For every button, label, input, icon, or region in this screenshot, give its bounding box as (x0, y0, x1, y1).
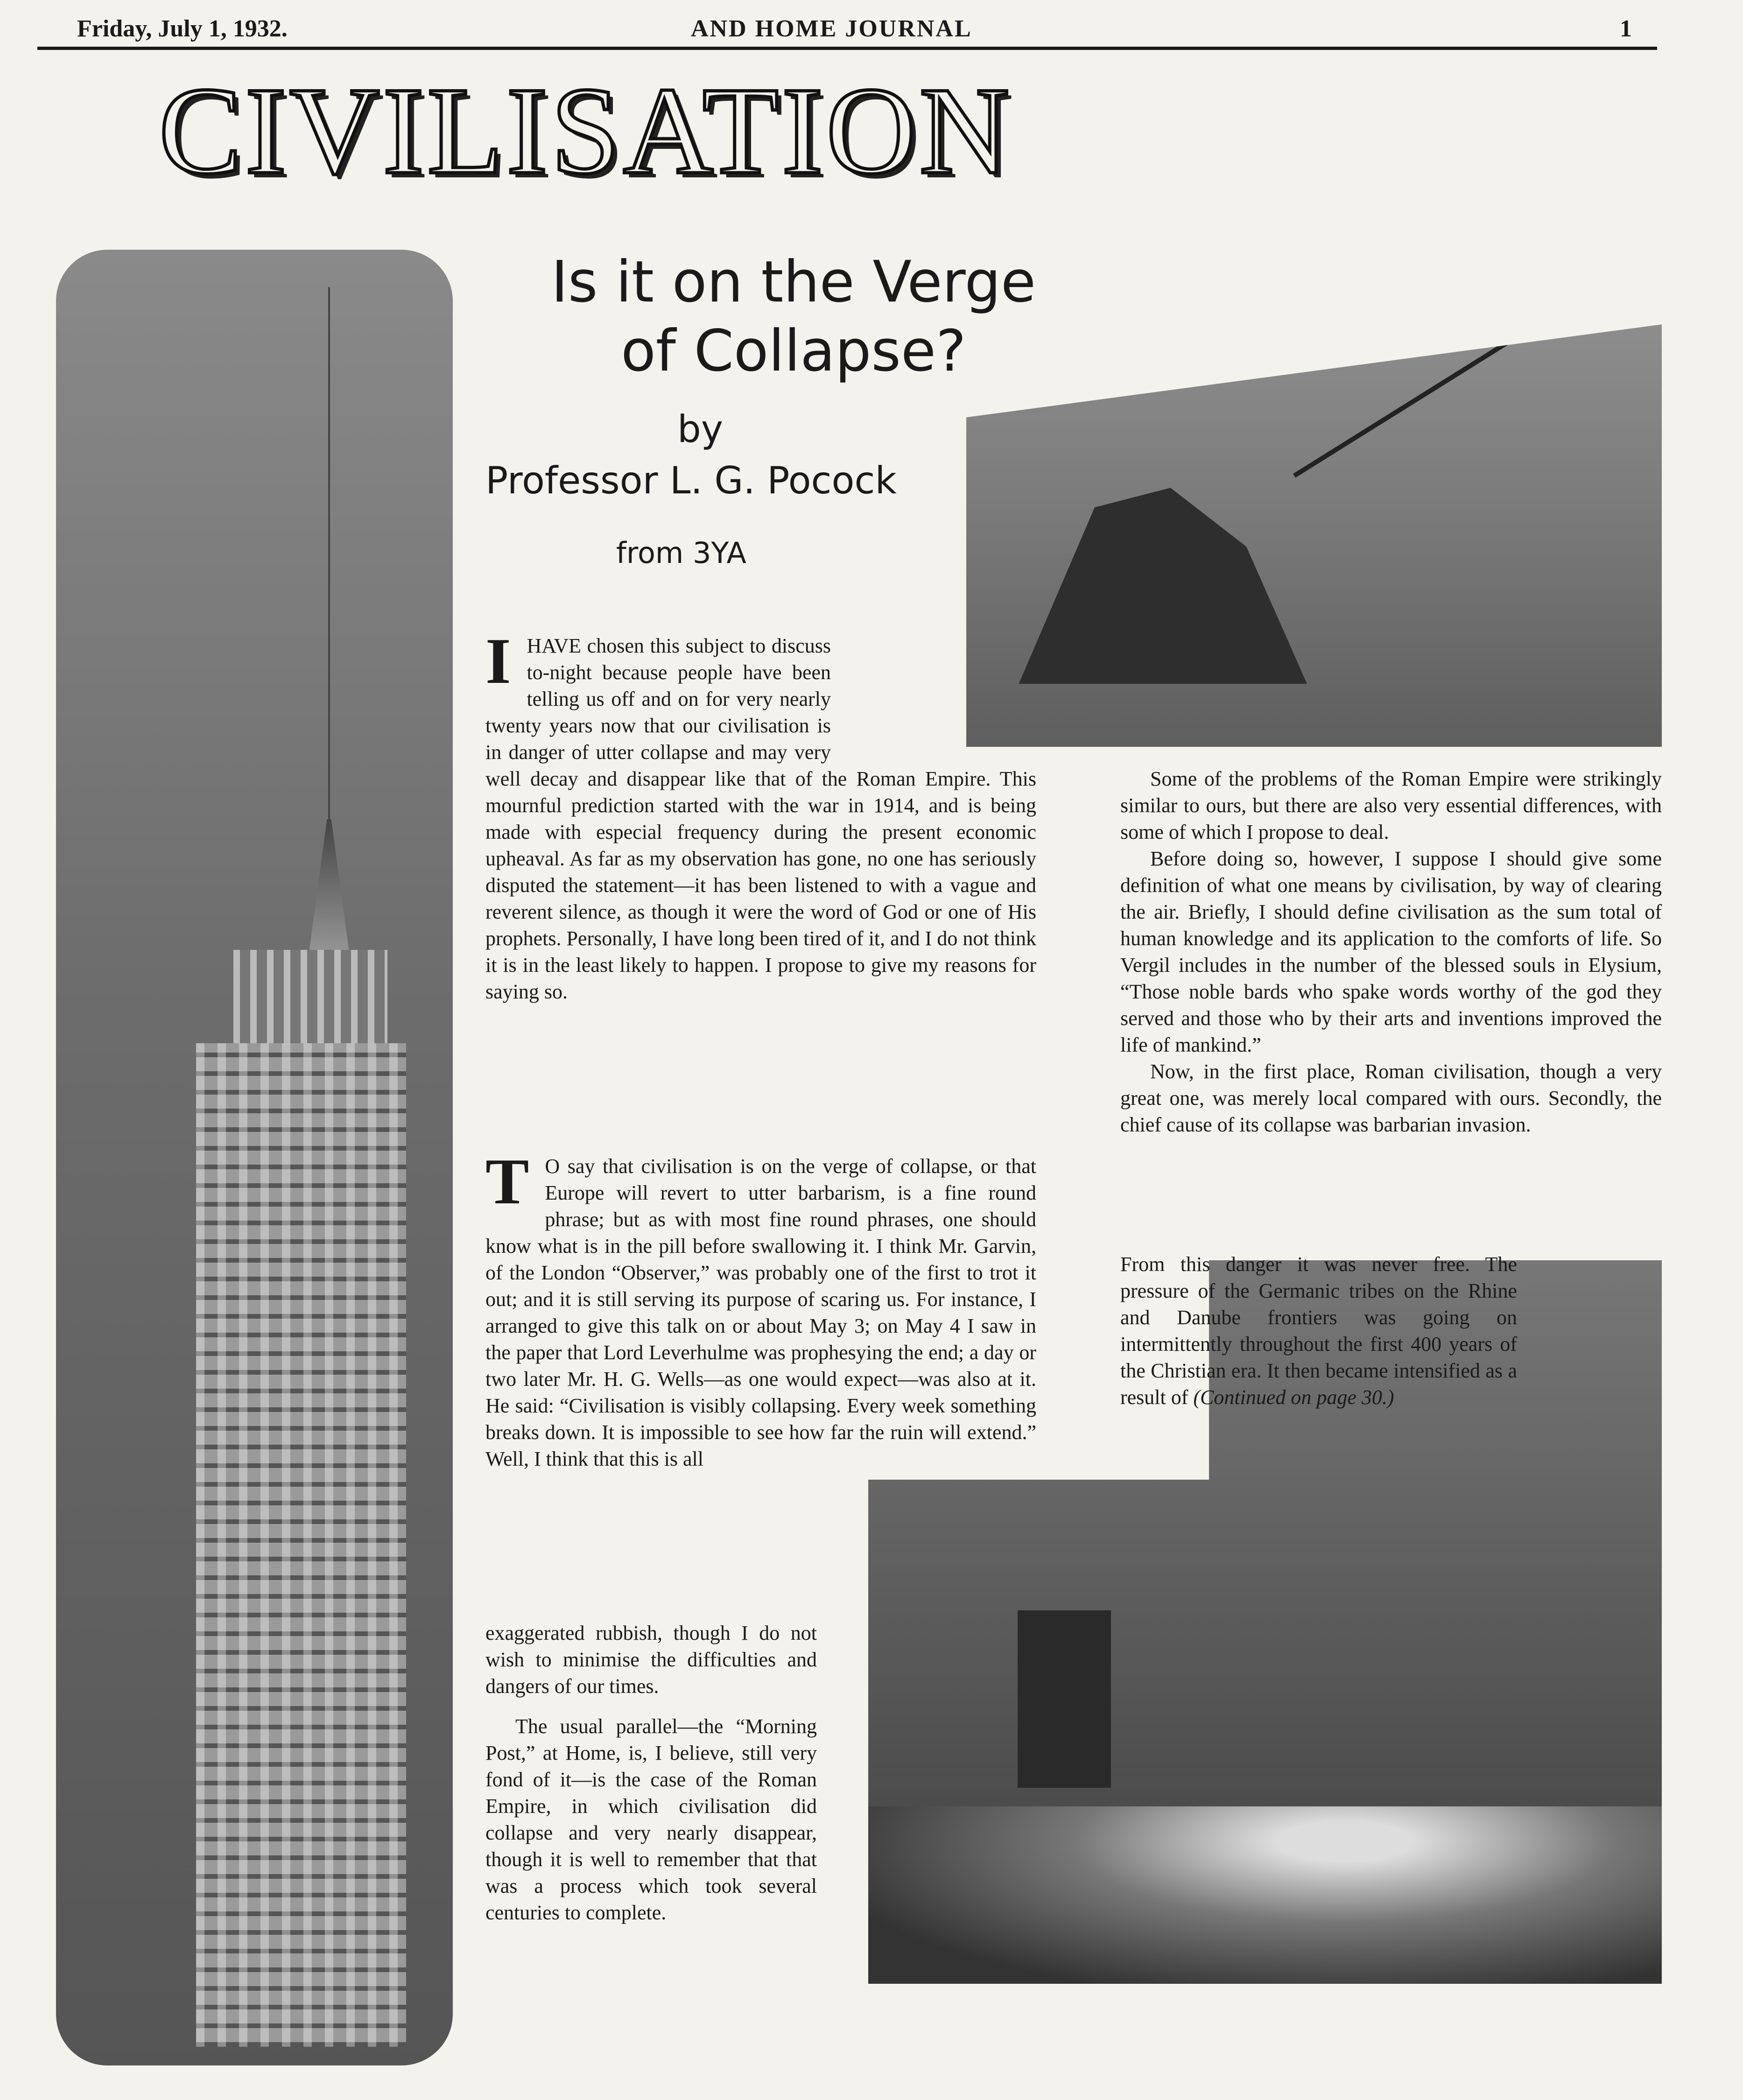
author-name: Professor L. G. Pocock (485, 459, 897, 502)
article-column-2 (1120, 766, 1662, 1242)
continued-on-page: (Continued on page 30.) (1193, 1386, 1394, 1409)
shipwreck-photo (966, 324, 1662, 747)
skyscraper-photo (56, 250, 453, 2065)
dropcap-t: T (485, 1145, 529, 1218)
broadcast-station: from 3YA (616, 536, 746, 570)
article-column-1-part-1 (485, 625, 1037, 1137)
article-title (490, 247, 1097, 386)
paragraph-definition: Before doing so, however, I suppose I should give some definition of what one means by civilisation, by way of clearing the air. Briefly, I should define civilisation as the sum total of human knowledge and its application to the comforts of life. So Vergil includes in the number of the blessed souls in Elysium, “Those noble bards who spake words worthy of the god they served and those who by their arts and inventions improved the life of mankind.” (1120, 847, 1662, 1056)
header-rule (37, 47, 1657, 50)
header-publication: AND HOME JOURNAL (691, 15, 972, 42)
paragraph-problems: Some of the problems of the Roman Empire were strikingly similar to ours, but there are also very essential differences, with some of which I propose to deal. (1120, 767, 1662, 843)
paragraph-barbarian-pressure: From this danger it was never free. The pressure of the Germanic tribes on the Rhine and Danube frontiers was going on intermittently throughout the first 400 years of the Christian era. It then became intensified as a result of (1120, 1253, 1517, 1409)
paragraph-roman-parallel: The usual parallel—the “Morning Post,” at Home, is, I believe, still very fond of it—is the case of the Roman Empire, in which civilisation did collapse and very nearly disappear, though it is well to remember that that was a process which took several centuries to complete. (485, 1715, 817, 1924)
paragraph-fine-round-phrase: O say that civilisation is on the verge of collapse, or that Europe will revert to utter barbarism, is a fine round phrase; but as with most fine round phrases, one should know what is in the pill before swallowing it. I think Mr. Garvin, of the London “Observer,” was probably one of the first to trot it out; and it is still serving its purpose of scaring us. For instance, I arranged to give this talk on or about May 3; on May 4 I saw in the paper that Lord Leverhulme was prophesying the end; a day or two later Mr. H. G. Wells—as one would expect—was also at it. He said: “Civilisation is visibly collapsing. Every week something breaks down. It is impossible to see how far the ruin will extend.” Well, I think that this is all (485, 1155, 1036, 1470)
masthead-title: CIVILISATION (159, 61, 1012, 200)
header-page-number: 1 (1620, 15, 1632, 42)
paragraph-fine-round-phrase-cont: exaggerated rubbish, though I do not wish to minimise the difficulties and dangers of our times. (485, 1622, 817, 1698)
article-title-line2: of Collapse? (621, 318, 966, 384)
paragraph-intro: HAVE chosen this subject to discuss to-night because people have been telling us off and on for very nearly twenty years now that our civilisation is in danger of utter collapse and may very well decay and disappear like that of the Roman Empire. This mournful prediction started with the war in 1914, and is being made with especial frequency during the present economic upheaval. As far as my observation has gone, no one has seriously disputed the statement—it has been listened to with a vague and reverent silence, as though it were the word of God or one of His prophets. Personally, I have long been tired of it, and I do not think it is in the least likely to happen. I propose to give my reasons for saying so. (485, 634, 1037, 1003)
article-column-1-part-2 (485, 1145, 1036, 1620)
paragraph-local-civilisation: Now, in the first place, Roman civilisation, though a very great one, was merely local compared with ours. Secondly, the chief cause of its collapse was barbarian invasion. (1120, 1060, 1662, 1136)
header-date: Friday, July 1, 1932. (77, 15, 288, 42)
byline-by: by (677, 407, 724, 451)
article-column-2-cont (1120, 1251, 1517, 1428)
dropcap-i: I (485, 625, 511, 697)
article-title-line1: Is it on the Verge (551, 249, 1036, 315)
